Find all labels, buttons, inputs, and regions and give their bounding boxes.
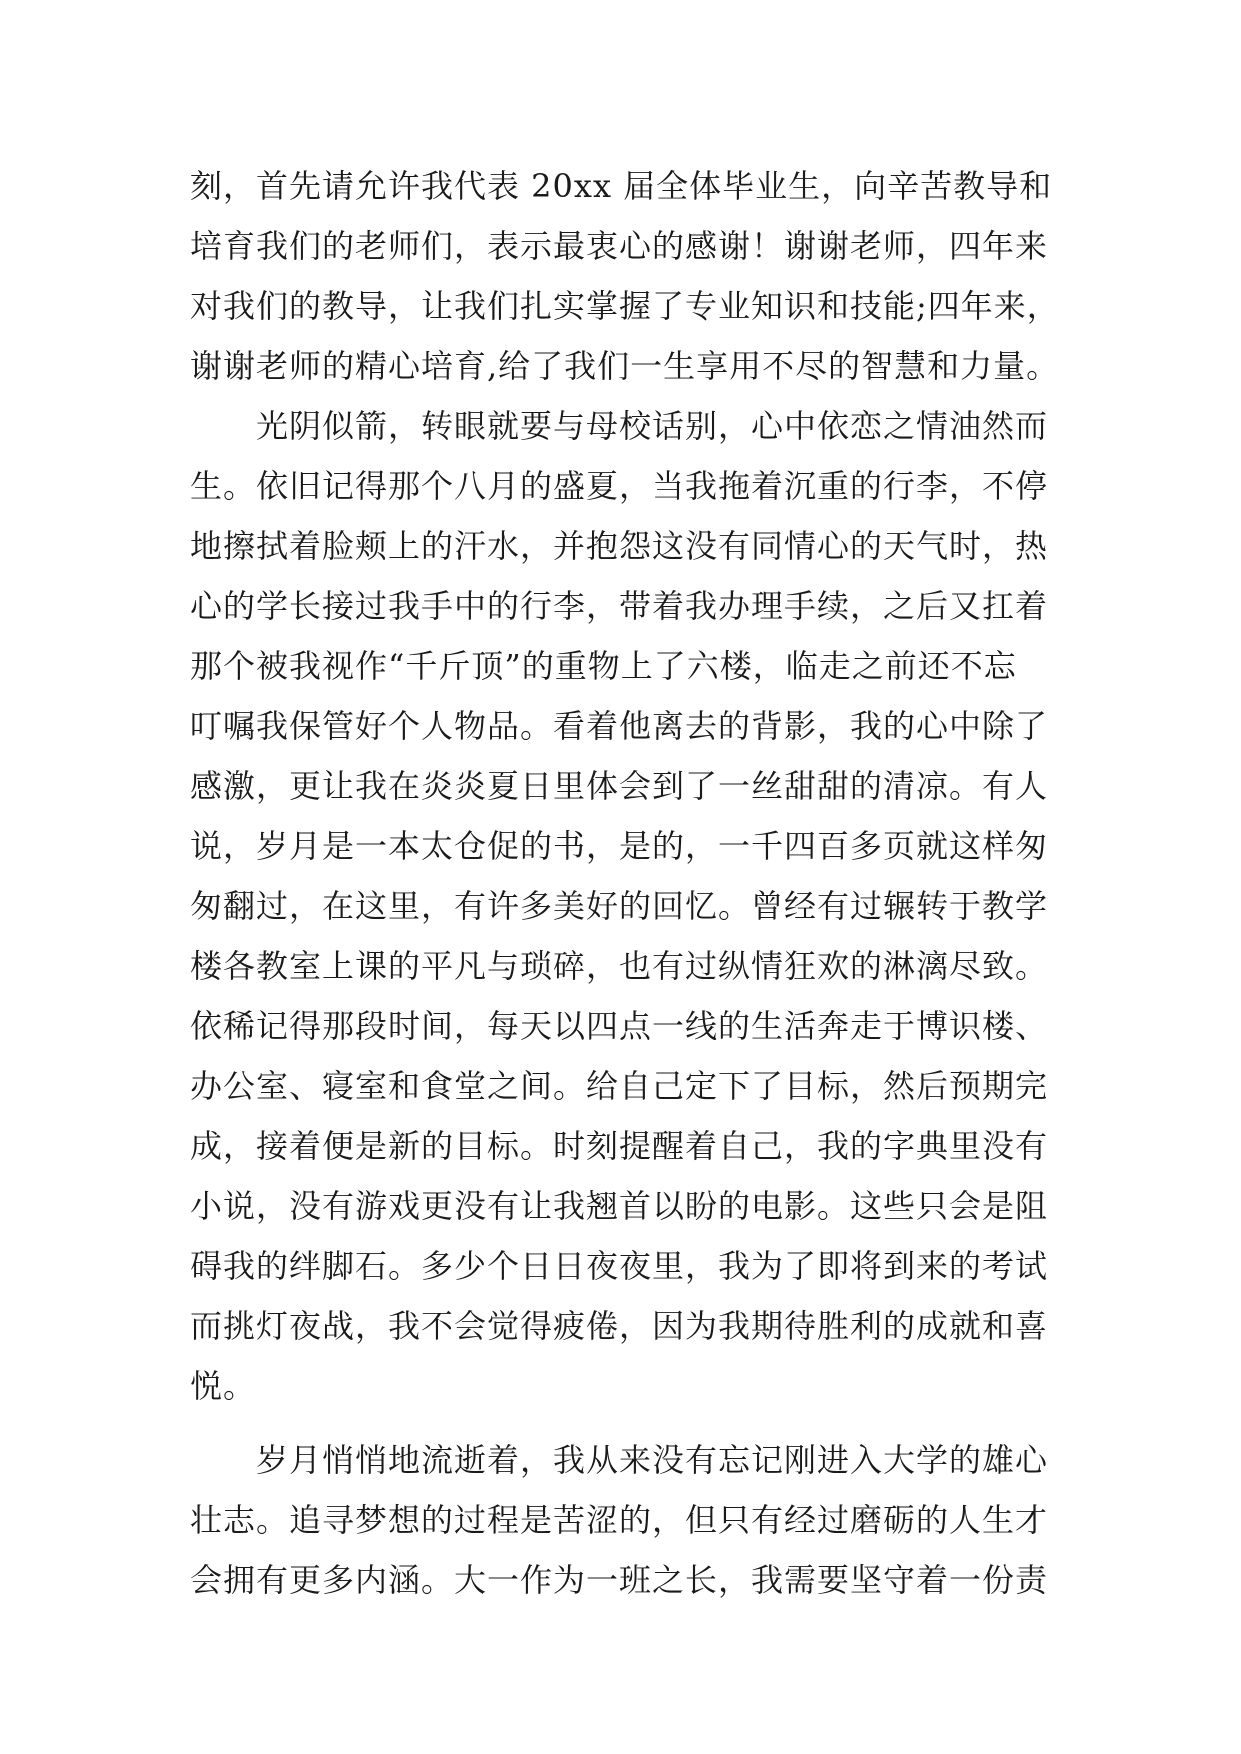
text-line: 楼各教室上课的平凡与琐碎，也有过纵情狂欢的淋漓尽致。 [190,947,1049,985]
text-line: 谢谢老师的精心培育,给了我们一生享用不尽的智慧和力量。 [190,347,1060,385]
text-line: 成，接着便是新的目标。时刻提醒着自己，我的字典里没有 [190,1127,1049,1165]
text-line: 对我们的教导，让我们扎实掌握了专业知识和技能;四年来， [190,287,1060,325]
text-line: 办公室、寝室和食堂之间。给自己定下了目标，然后预期完 [190,1067,1049,1105]
text-line: 感激，更让我在炎炎夏日里体会到了一丝甜甜的清凉。有人 [190,767,1049,805]
text-line: 匆翻过，在这里，有许多美好的回忆。曾经有过辗转于教学 [190,887,1049,925]
text-line: 依稀记得那段时间，每天以四点一线的生活奔走于博识楼、 [190,1007,1049,1045]
text-line: 地擦拭着脸颊上的汗水，并抱怨这没有同情心的天气时，热 [190,527,1049,565]
text-line: 刻，首先请允许我代表 20xx 届全体毕业生，向辛苦教导和 [190,167,1053,205]
text-line: 生。依旧记得那个八月的盛夏，当我拖着沉重的行李，不停 [190,467,1049,505]
body-text [190,156,1060,1610]
text-line: 岁月悄悄地流逝着，我从来没有忘记刚进入大学的雄心 [190,1441,1049,1479]
text-line: 说，岁月是一本太仓促的书，是的，一千四百多页就这样匆 [190,827,1049,865]
text-line: 心的学长接过我手中的行李，带着我办理手续，之后又扛着 [190,587,1049,625]
text-line: 而挑灯夜战，我不会觉得疲倦，因为我期待胜利的成就和喜 [190,1307,1049,1345]
paragraph-spacer [190,1416,1060,1430]
text-line: 壮志。追寻梦想的过程是苦涩的，但只有经过磨砺的人生才 [190,1501,1049,1539]
text-line: 碍我的绊脚石。多少个日日夜夜里，我为了即将到来的考试 [190,1247,1049,1285]
text-line: 光阴似箭，转眼就要与母校话别，心中依恋之情油然而 [190,407,1049,445]
text-line: 小说，没有游戏更没有让我翘首以盼的电影。这些只会是阻 [190,1187,1049,1225]
text-line: 悦。 [190,1367,257,1405]
text-line: 会拥有更多内涵。大一作为一班之长，我需要坚守着一份责 [190,1561,1049,1599]
text-line: 那个被我视作“千斤顶”的重物上了六楼，临走之前还不忘 [190,647,1017,685]
text-line: 培育我们的老师们，表示最衷心的感谢！谢谢老师，四年来 [190,227,1049,265]
text-line: 叮嘱我保管好个人物品。看着他离去的背影，我的心中除了 [190,707,1049,745]
